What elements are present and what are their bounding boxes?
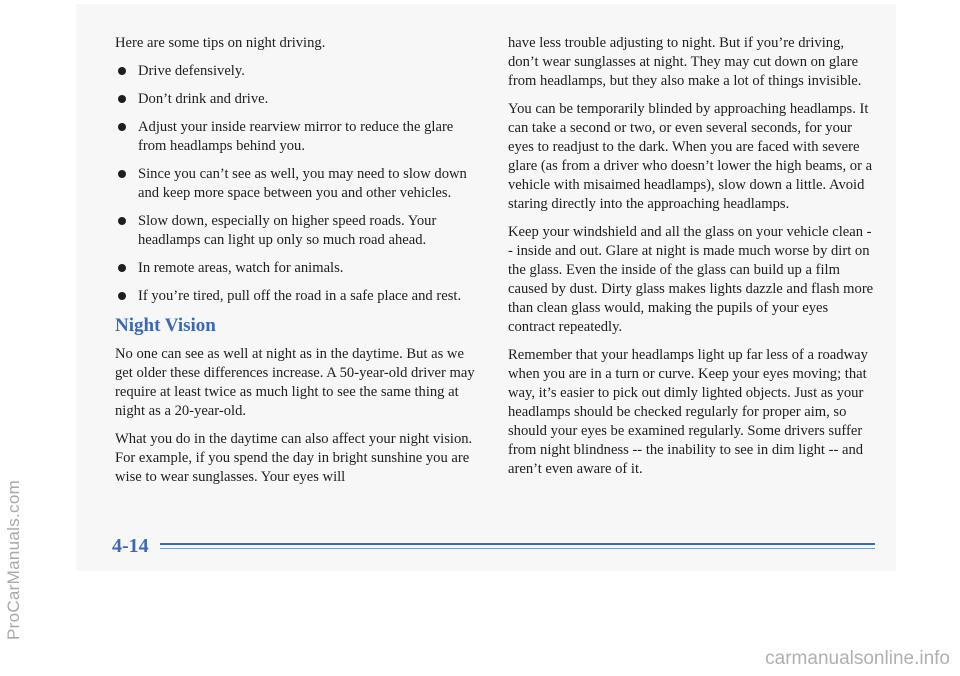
bullet-icon bbox=[118, 95, 126, 103]
tip-item: Slow down, especially on higher speed roads. Your headlamps can light up only so much road ahead. bbox=[115, 212, 483, 250]
bullet-icon bbox=[118, 217, 126, 225]
footer-rule-thin bbox=[160, 548, 875, 549]
body-paragraph: Remember that your headlamps light up far less of a roadway when you are in a turn or curve. Keep your eyes moving; that way, it’s easier to pick out dimly lighted objects. Just as your headlamps should be checked regularly for proper aim, so should your eyes be examined regularly. Some drivers suffer from night blindness -- the inability to see in dim light -- and aren’t even aware of it. bbox=[508, 347, 868, 477]
footer-rule bbox=[160, 543, 875, 545]
tip-item: Drive defensively. bbox=[115, 62, 483, 81]
bullet-icon bbox=[118, 170, 126, 178]
side-watermark: ProCarManuals.com bbox=[4, 479, 23, 640]
body-paragraph: have less trouble adjusting to night. But if you’re driving, don’t wear sunglasses at night. They may cut down on glare from headlamps, but they also make a lot of things invisible. bbox=[508, 35, 862, 89]
left-column bbox=[115, 34, 483, 496]
tip-item: If you’re tired, pull off the road in a safe place and rest. bbox=[115, 287, 483, 306]
bullet-icon bbox=[118, 264, 126, 272]
right-column bbox=[508, 34, 874, 488]
page-number: 4-14 bbox=[112, 535, 149, 557]
tip-item: Since you can’t see as well, you may need to slow down and keep more space between you and other vehicles. bbox=[115, 165, 483, 203]
tips-list bbox=[115, 62, 483, 306]
bullet-icon bbox=[118, 292, 126, 300]
section-heading: Night Vision bbox=[115, 315, 216, 336]
body-paragraph: Keep your windshield and all the glass on your vehicle clean -- inside and out. Glare at night is made much worse by dirt on the glass. Even the inside of the glass can build up a film caused by dust. Dirty glass makes lights dazzle and flash more than clean glass would, making the pupils of your eyes contract repeatedly. bbox=[508, 224, 874, 335]
body-paragraph: What you do in the daytime can also affect your night vision. For example, if you spend the day in bright sunshine you are wise to wear sunglasses. Your eyes will bbox=[115, 431, 473, 485]
tip-item: Don’t drink and drive. bbox=[115, 90, 483, 109]
bullet-icon bbox=[118, 123, 126, 131]
body-paragraph: No one can see as well at night as in the daytime. But as we get older these differences increase. A 50-year-old driver may require at least twice as much light to see the same thing at night as a 20-year-old. bbox=[115, 346, 475, 419]
body-paragraph: You can be temporarily blinded by approaching headlamps. It can take a second or two, or even several seconds, for your eyes to readjust to the dark. When you are faced with severe glare (as from a driver who doesn’t lower the high beams, or a vehicle with misaimed headlamps), slow down a little. Avoid staring directly into the approaching headlamps. bbox=[508, 101, 873, 212]
intro-text: Here are some tips on night driving. bbox=[115, 35, 326, 51]
tip-item: In remote areas, watch for animals. bbox=[115, 259, 483, 278]
bullet-icon bbox=[118, 67, 126, 75]
tip-item: Adjust your inside rearview mirror to reduce the glare from headlamps behind you. bbox=[115, 118, 483, 156]
bottom-watermark: carmanualsonline.info bbox=[765, 648, 950, 669]
